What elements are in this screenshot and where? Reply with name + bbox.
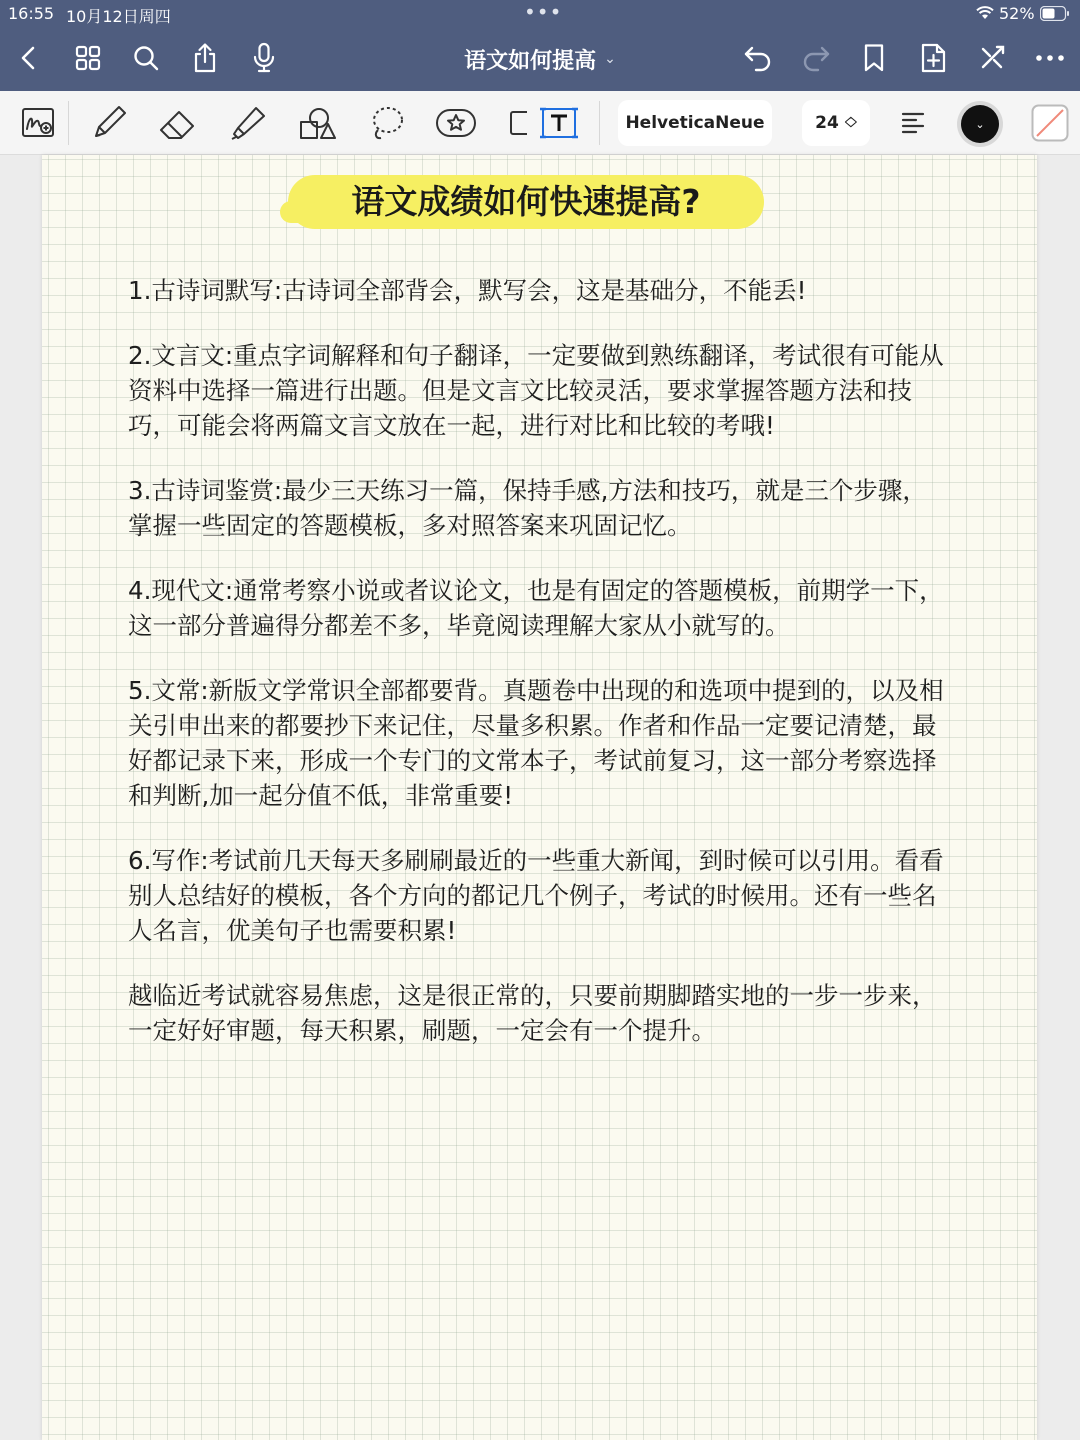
text-tool-icon[interactable] (538, 103, 580, 143)
stepper-arrows-icon: ︿ ﹀ (844, 110, 857, 135)
align-icon[interactable] (893, 103, 935, 143)
document-title-dropdown[interactable] (440, 44, 640, 74)
highlighter-icon[interactable] (227, 103, 269, 143)
paragraph-6: 6.写作:考试前几天每天多刷刷最近的一些重大新闻，到时候可以引用。看看别人总结好的模板，各个方向的都记几个例子，考试的时候用。还有一些名人名言，优美句子也需要积累! (128, 846, 944, 945)
eraser-icon[interactable] (157, 103, 199, 143)
paragraph-4: 4.现代文:通常考察小说或者议论文，也是有固定的答题模板，前期学一下，这一部分普遍得分都差不多，毕竟阅读理解大家从小就写的。 (128, 576, 944, 640)
toolbar-divider (68, 101, 69, 145)
document-title-label: 语文如何提高 (464, 48, 597, 74)
lasso-icon[interactable] (366, 103, 408, 143)
status-date: 10月12日周四 (66, 7, 171, 26)
sticker-icon[interactable] (435, 103, 477, 143)
toolbar-divider (599, 101, 600, 145)
battery-icon (1040, 6, 1070, 21)
font-size-selector[interactable] (802, 100, 870, 146)
share-icon[interactable] (189, 42, 221, 74)
undo-icon[interactable] (742, 42, 774, 74)
paragraph-7: 越临近考试就容易焦虑，这是很正常的，只要前期脚踏实地的一步一步来，一定好好审题，每天积累，刷题，一定会有一个提升。 (128, 981, 937, 1045)
shapes-icon[interactable] (296, 103, 338, 143)
bookmark-icon[interactable] (858, 42, 890, 74)
page-title: 语文成绩如何快速提高? (351, 182, 701, 221)
grid-icon[interactable] (72, 42, 104, 74)
paragraph-3: 3.古诗词鉴赏:最少三天练习一篇，保持手感,方法和技巧，就是三个步骤，掌握一些固定的答题模板，多对照答案来巩固记忆。 (128, 476, 927, 540)
font-family-label: HelveticaNeue (625, 113, 765, 133)
note-body[interactable] (128, 273, 948, 1078)
handwriting-icon[interactable] (18, 103, 60, 143)
pen-icon[interactable] (88, 103, 130, 143)
add-page-icon[interactable] (917, 42, 949, 74)
wifi-icon (976, 6, 994, 20)
color-picker[interactable] (961, 105, 999, 143)
status-time: 16:55 (8, 4, 55, 23)
top-bar (0, 0, 1080, 91)
close-icon[interactable] (976, 42, 1008, 74)
chevron-down-icon: ⌄ (975, 117, 985, 131)
chevron-down-icon: ⌄ (604, 51, 616, 67)
paragraph-1: 1.古诗词默写:古诗词全部背会，默写会，这是基础分，不能丢! (128, 276, 807, 305)
back-icon[interactable] (12, 42, 44, 74)
image-icon[interactable] (503, 103, 527, 143)
redo-icon[interactable] (800, 42, 832, 74)
font-size-label: 24 (815, 113, 839, 133)
more-icon[interactable] (1034, 42, 1066, 74)
font-family-selector[interactable] (618, 100, 772, 146)
note-page[interactable] (42, 155, 1037, 1440)
paragraph-2: 2.文言文:重点字词解释和句子翻译，一定要做到熟练翻译，考试很有可能从资料中选择一篇进行出题。但是文言文比较灵活，要求掌握答题方法和技巧，可能会将两篇文言文放在一起，进行对比和比较的考哦! (128, 341, 944, 440)
paragraph-5: 5.文常:新版文学常识全部都要背。真题卷中出现的和选项中提到的，以及相关引申出来的都要抄下来记住，尽量多积累。作者和作品一定要记清楚，最好都记录下来，形成一个专门的文常本子，考试前复习，这一部分考察选择和判断,加一起分值不低，非常重要! (128, 676, 944, 810)
multitasking-dots-icon[interactable]: ••• (524, 0, 563, 24)
tool-bar (0, 91, 1080, 155)
search-icon[interactable] (130, 42, 162, 74)
microphone-icon[interactable] (248, 42, 280, 74)
battery-percent: 52% (999, 4, 1035, 23)
no-fill-swatch-icon[interactable] (1031, 104, 1069, 142)
